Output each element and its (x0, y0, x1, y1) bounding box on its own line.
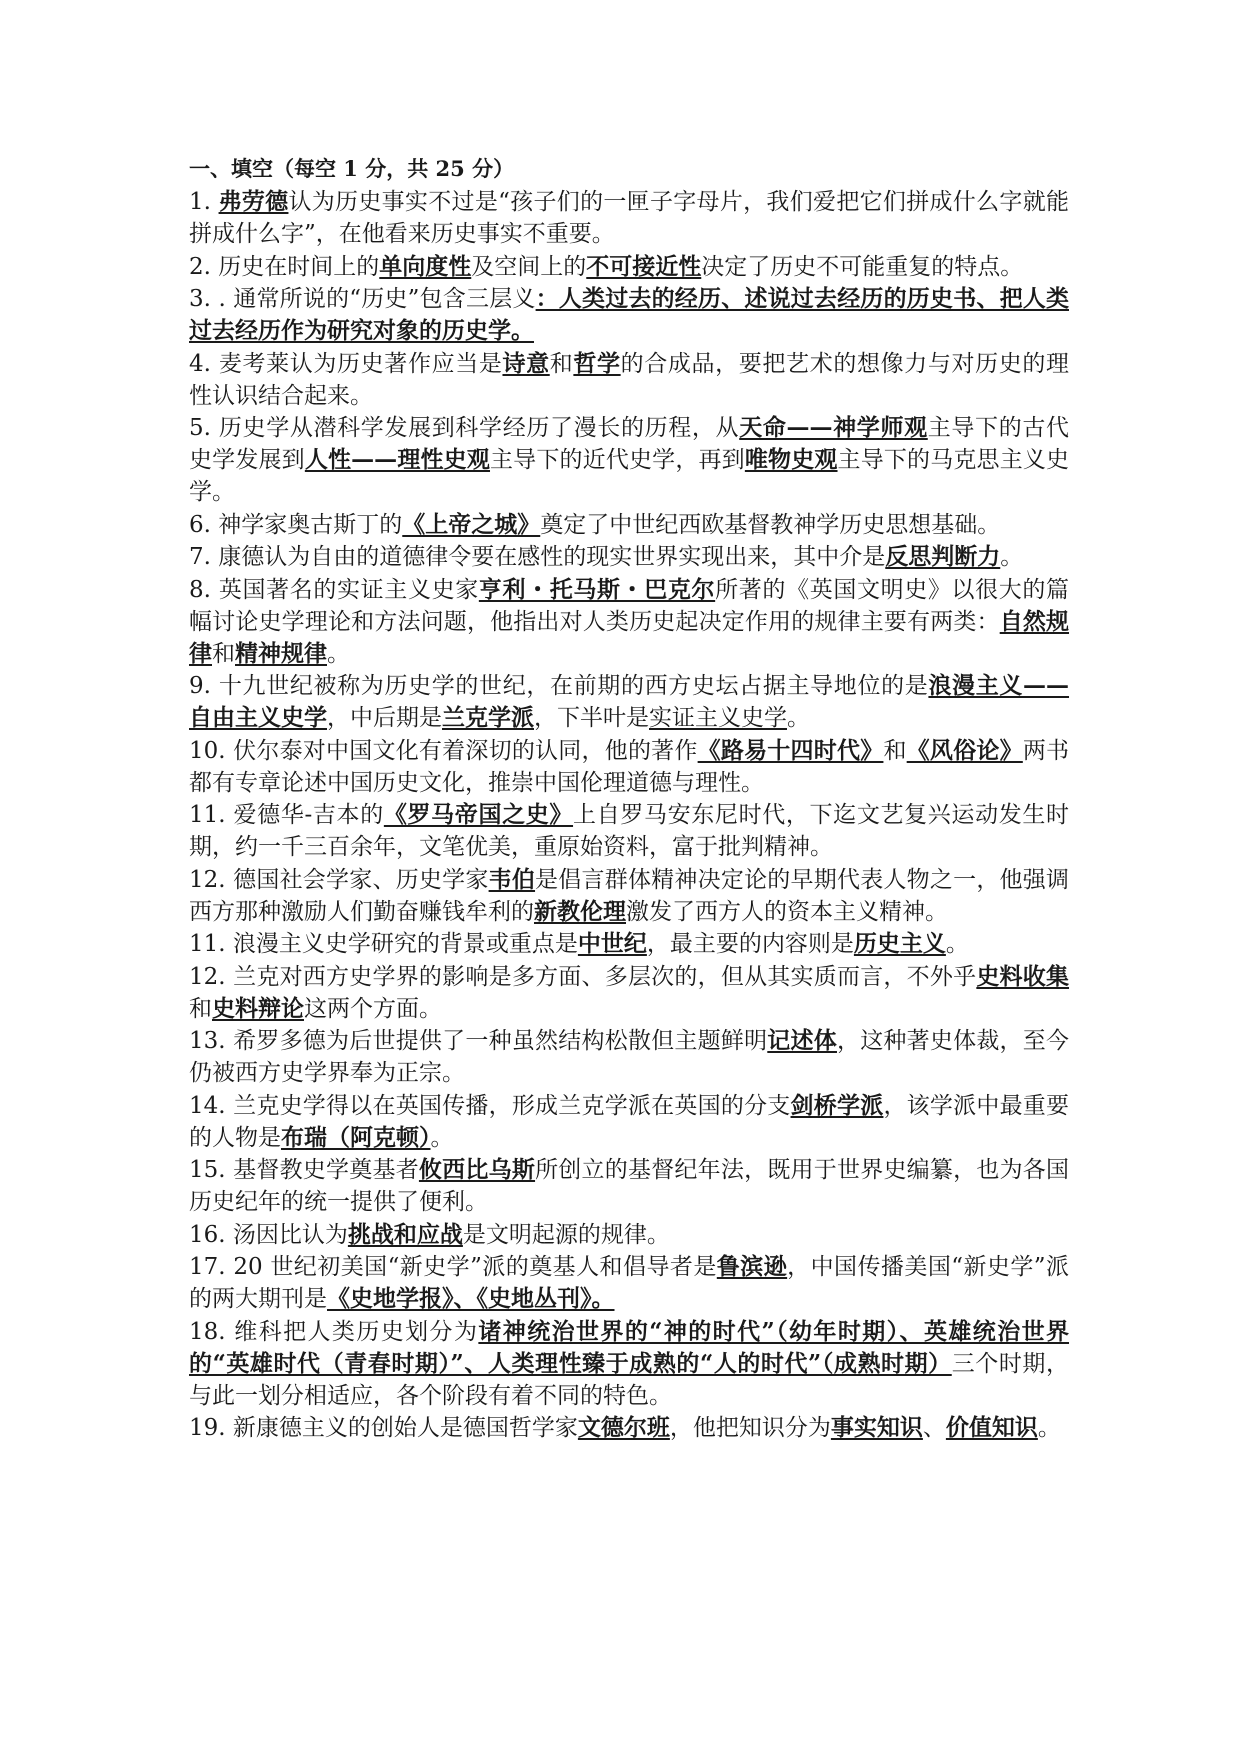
question-text: 2. 历史在时间上的 (189, 253, 380, 280)
question-item (189, 186, 1069, 250)
question-text: 和 (549, 350, 574, 377)
answer-text: 反思判断力 (885, 543, 1001, 570)
question-text: 。 (1037, 1415, 1061, 1441)
answer-text: 诸神统治世界的“神的时代”（幼年时期）、英雄统治世界的“英雄时代（青春时期）”、人类理性臻于成熟的“人的时代”（成熟时期） (189, 1317, 1070, 1377)
question-text: ，下半叶是 (534, 705, 649, 731)
answer-text: 《风俗论》 (906, 736, 1023, 764)
question-item (189, 1154, 1069, 1218)
answer-text: 史料辩论 (212, 994, 304, 1022)
answer-text: 历史主义 (853, 930, 946, 957)
question-text: 4. 麦考莱认为历史著作应当是 (189, 350, 503, 377)
question-text: 14. 兰克史学得以在英国传播，形成兰克学派在英国的分支 (189, 1092, 791, 1119)
question-text: ，最主要的内容则是 (646, 931, 854, 957)
question-text: 认为历史事实不过是“孩子们的一匣子字母片，我们爱把它们拼成什么字就能拼成什么字”，在他看来历史事实不重要。 (189, 189, 1069, 247)
question-text: 三个时期，与此一划分相适应，各个阶段有着不同的特色。 (189, 1350, 1069, 1409)
answer-text: 哲学 (573, 349, 621, 377)
question-text: 决定了历史不可能重复的特点。 (701, 253, 1024, 280)
question-text: 19. 新康德主义的创始人是德国哲学家 (189, 1415, 578, 1441)
answer-text: 新教伦理 (534, 897, 626, 925)
answer-text: 不可接近性 (586, 252, 702, 280)
question-text: 是倡言群体精神决定论的早期代表人物之一，他强调西方那种激励人们勤奋赚钱牟利的 (189, 866, 1070, 925)
answer-text: 实证主义史学 (649, 705, 787, 731)
question-text: ，中国传播美国“新史学”派的两大期刊是 (189, 1254, 1070, 1312)
question-item (189, 574, 1069, 670)
question-text: 奠定了中世纪西欧基督教神学历史思想基础。 (540, 511, 1001, 538)
answer-text: 自然规律 (189, 607, 1070, 667)
question-item (189, 1412, 1069, 1444)
question-item (189, 799, 1069, 863)
question-text: 这两个方面。 (304, 995, 442, 1022)
answer-text: 精神规律 (235, 639, 327, 667)
question-text: 的合成品，要把艺术的想像力与对历史的理性认识结合起来。 (189, 350, 1070, 409)
question-item (189, 1316, 1069, 1412)
question-item (189, 283, 1069, 347)
question-text: 12. 德国社会学家、历史学家 (189, 866, 489, 893)
question-text: 激发了西方人的资本主义精神。 (626, 898, 948, 925)
question-item (189, 961, 1069, 1025)
question-text: 12. 兰克对西方史学界的影响是多方面、多层次的，但从其实质而言，不外乎 (189, 963, 977, 990)
question-text: 及空间上的 (471, 253, 587, 280)
question-item (189, 670, 1069, 734)
document-content (189, 152, 1069, 1445)
question-text: 和 (212, 640, 235, 667)
question-text: 10. 伏尔泰对中国文化有着深切的认同，他的著作 (189, 737, 698, 764)
question-item (189, 541, 1069, 573)
question-item (189, 251, 1069, 283)
question-item (189, 864, 1069, 928)
answer-text: ：人类过去的经历、述说过去经历的历史书、把人类过去经历作为研究对象的历史学。 (189, 285, 1069, 344)
answer-text: 鲁滨逊 (716, 1253, 788, 1280)
question-text: 所著的《英国文明史》以很大的篇幅讨论史学理论和方法问题，他指出对人类历史起决定作用的规律主要有两类： (189, 576, 1070, 635)
answer-text: 兰克学派 (442, 704, 534, 731)
answer-text: 《上帝之城》 (402, 510, 541, 538)
question-text: ，他把知识分为 (669, 1415, 831, 1441)
question-text: 15. 基督教史学奠基者 (189, 1157, 419, 1183)
question-item (189, 928, 1069, 960)
answer-text: 单向度性 (379, 252, 472, 280)
question-text: 1. (189, 189, 219, 215)
answer-text: 挑战和应战 (347, 1220, 463, 1248)
question-text: 11. 浪漫主义史学研究的背景或重点是 (189, 931, 578, 957)
question-item (189, 1090, 1069, 1154)
answer-text: 史料收集 (976, 962, 1070, 990)
question-text: ，中后期是 (327, 705, 442, 731)
question-text: 。 (1000, 544, 1024, 570)
question-text: ，这种著史体裁，至今仍被西方史学界奉为正宗。 (189, 1028, 1070, 1086)
question-text: 。 (430, 1124, 454, 1151)
question-text: 。 (787, 705, 810, 731)
answer-text: 天命——神学师观 (739, 414, 928, 441)
question-text: 是文明起源的规律。 (462, 1221, 670, 1248)
answer-text: 布瑞（阿克顿） (281, 1123, 431, 1151)
answer-text: 记述体 (767, 1027, 837, 1054)
question-text: 上自罗马安东尼时代，下迄文艺复兴运动发生时期，约一千三百余年，文笔优美，重原始资料，富于批判精神。 (189, 802, 1070, 860)
answer-text: 《路易十四时代》 (697, 736, 884, 764)
question-text: 9. 十九世纪被称为历史学的世纪，在前期的西方史坛占据主导地位的是 (189, 673, 929, 699)
question-text: ，该学派中最重要的人物是 (189, 1092, 1070, 1151)
question-text: 3. . 通常所说的“历史”包含三层义 (189, 286, 536, 312)
answer-text: 文德尔班 (577, 1414, 670, 1441)
question-text: 18. 维科把人类历史划分为 (189, 1318, 479, 1345)
question-text: 6. 神学家奥古斯丁的 (189, 511, 403, 538)
answer-text: 弗劳德 (218, 188, 289, 215)
answer-text: 韦伯 (488, 865, 536, 893)
question-text: 两书都有专章论述中国历史文化，推崇中国伦理道德与理性。 (189, 737, 1070, 796)
answer-text: 价值知识 (945, 1414, 1038, 1441)
answer-text: 剑桥学派 (790, 1091, 884, 1119)
question-text: 8. 英国著名的实证主义史家 (189, 576, 479, 603)
question-text: 。 (327, 640, 350, 667)
question-text: 16. 汤因比认为 (189, 1221, 348, 1248)
question-text: 主导下的马克思主义史学。 (189, 447, 1070, 505)
question-text: 13. 希罗多德为后世提供了一种虽然结构松散但主题鲜明 (189, 1028, 768, 1054)
question-item (189, 735, 1069, 799)
question-item (189, 1251, 1069, 1315)
question-text: 11. 爱德华-吉本的 (189, 802, 384, 828)
question-text: 5. 历史学从潜科学发展到科学经历了漫长的历程，从 (189, 415, 740, 441)
answer-text: 唯物史观 (744, 446, 838, 473)
question-text: 7. 康德认为自由的道德律令要在感性的现实世界实现出来，其中介是 (189, 544, 886, 570)
answer-text: 中世纪 (577, 930, 647, 957)
question-item (189, 348, 1069, 412)
question-item (189, 412, 1069, 508)
question-item (189, 509, 1069, 541)
question-text: 主导下的近代史学，再到 (490, 447, 745, 473)
section-heading: 一、填空（每空 1 分，共 25 分） (189, 156, 515, 181)
answer-text: 《史地学报》、《史地丛刊》。 (327, 1285, 615, 1312)
question-text: 和 (883, 737, 907, 764)
question-text: 。 (945, 931, 969, 957)
question-list (189, 186, 1069, 1444)
question-text: 所创立的基督纪年法，既用于世界史编纂，也为各国历史纪年的统一提供了便利。 (189, 1157, 1070, 1215)
answer-text: 事实知识 (830, 1414, 923, 1441)
question-text: 、 (922, 1415, 946, 1441)
question-item (189, 1219, 1069, 1251)
answer-text: 亨利・托马斯・巴克尔 (478, 575, 716, 603)
question-text: 和 (189, 995, 212, 1022)
answer-text: 浪漫主义——自由主义史学 (189, 672, 1070, 731)
answer-text: 攸西比乌斯 (418, 1156, 536, 1183)
answer-text: 《罗马帝国之史》 (383, 801, 574, 828)
answer-text: 人性——理性史观 (304, 446, 491, 473)
question-text: 主导下的古代史学发展到 (189, 415, 1069, 473)
question-text: 17. 20 世纪初美国“新史学”派的奠基人和倡导者是 (189, 1254, 717, 1280)
question-item (189, 1025, 1069, 1089)
answer-text: 诗意 (502, 349, 550, 377)
